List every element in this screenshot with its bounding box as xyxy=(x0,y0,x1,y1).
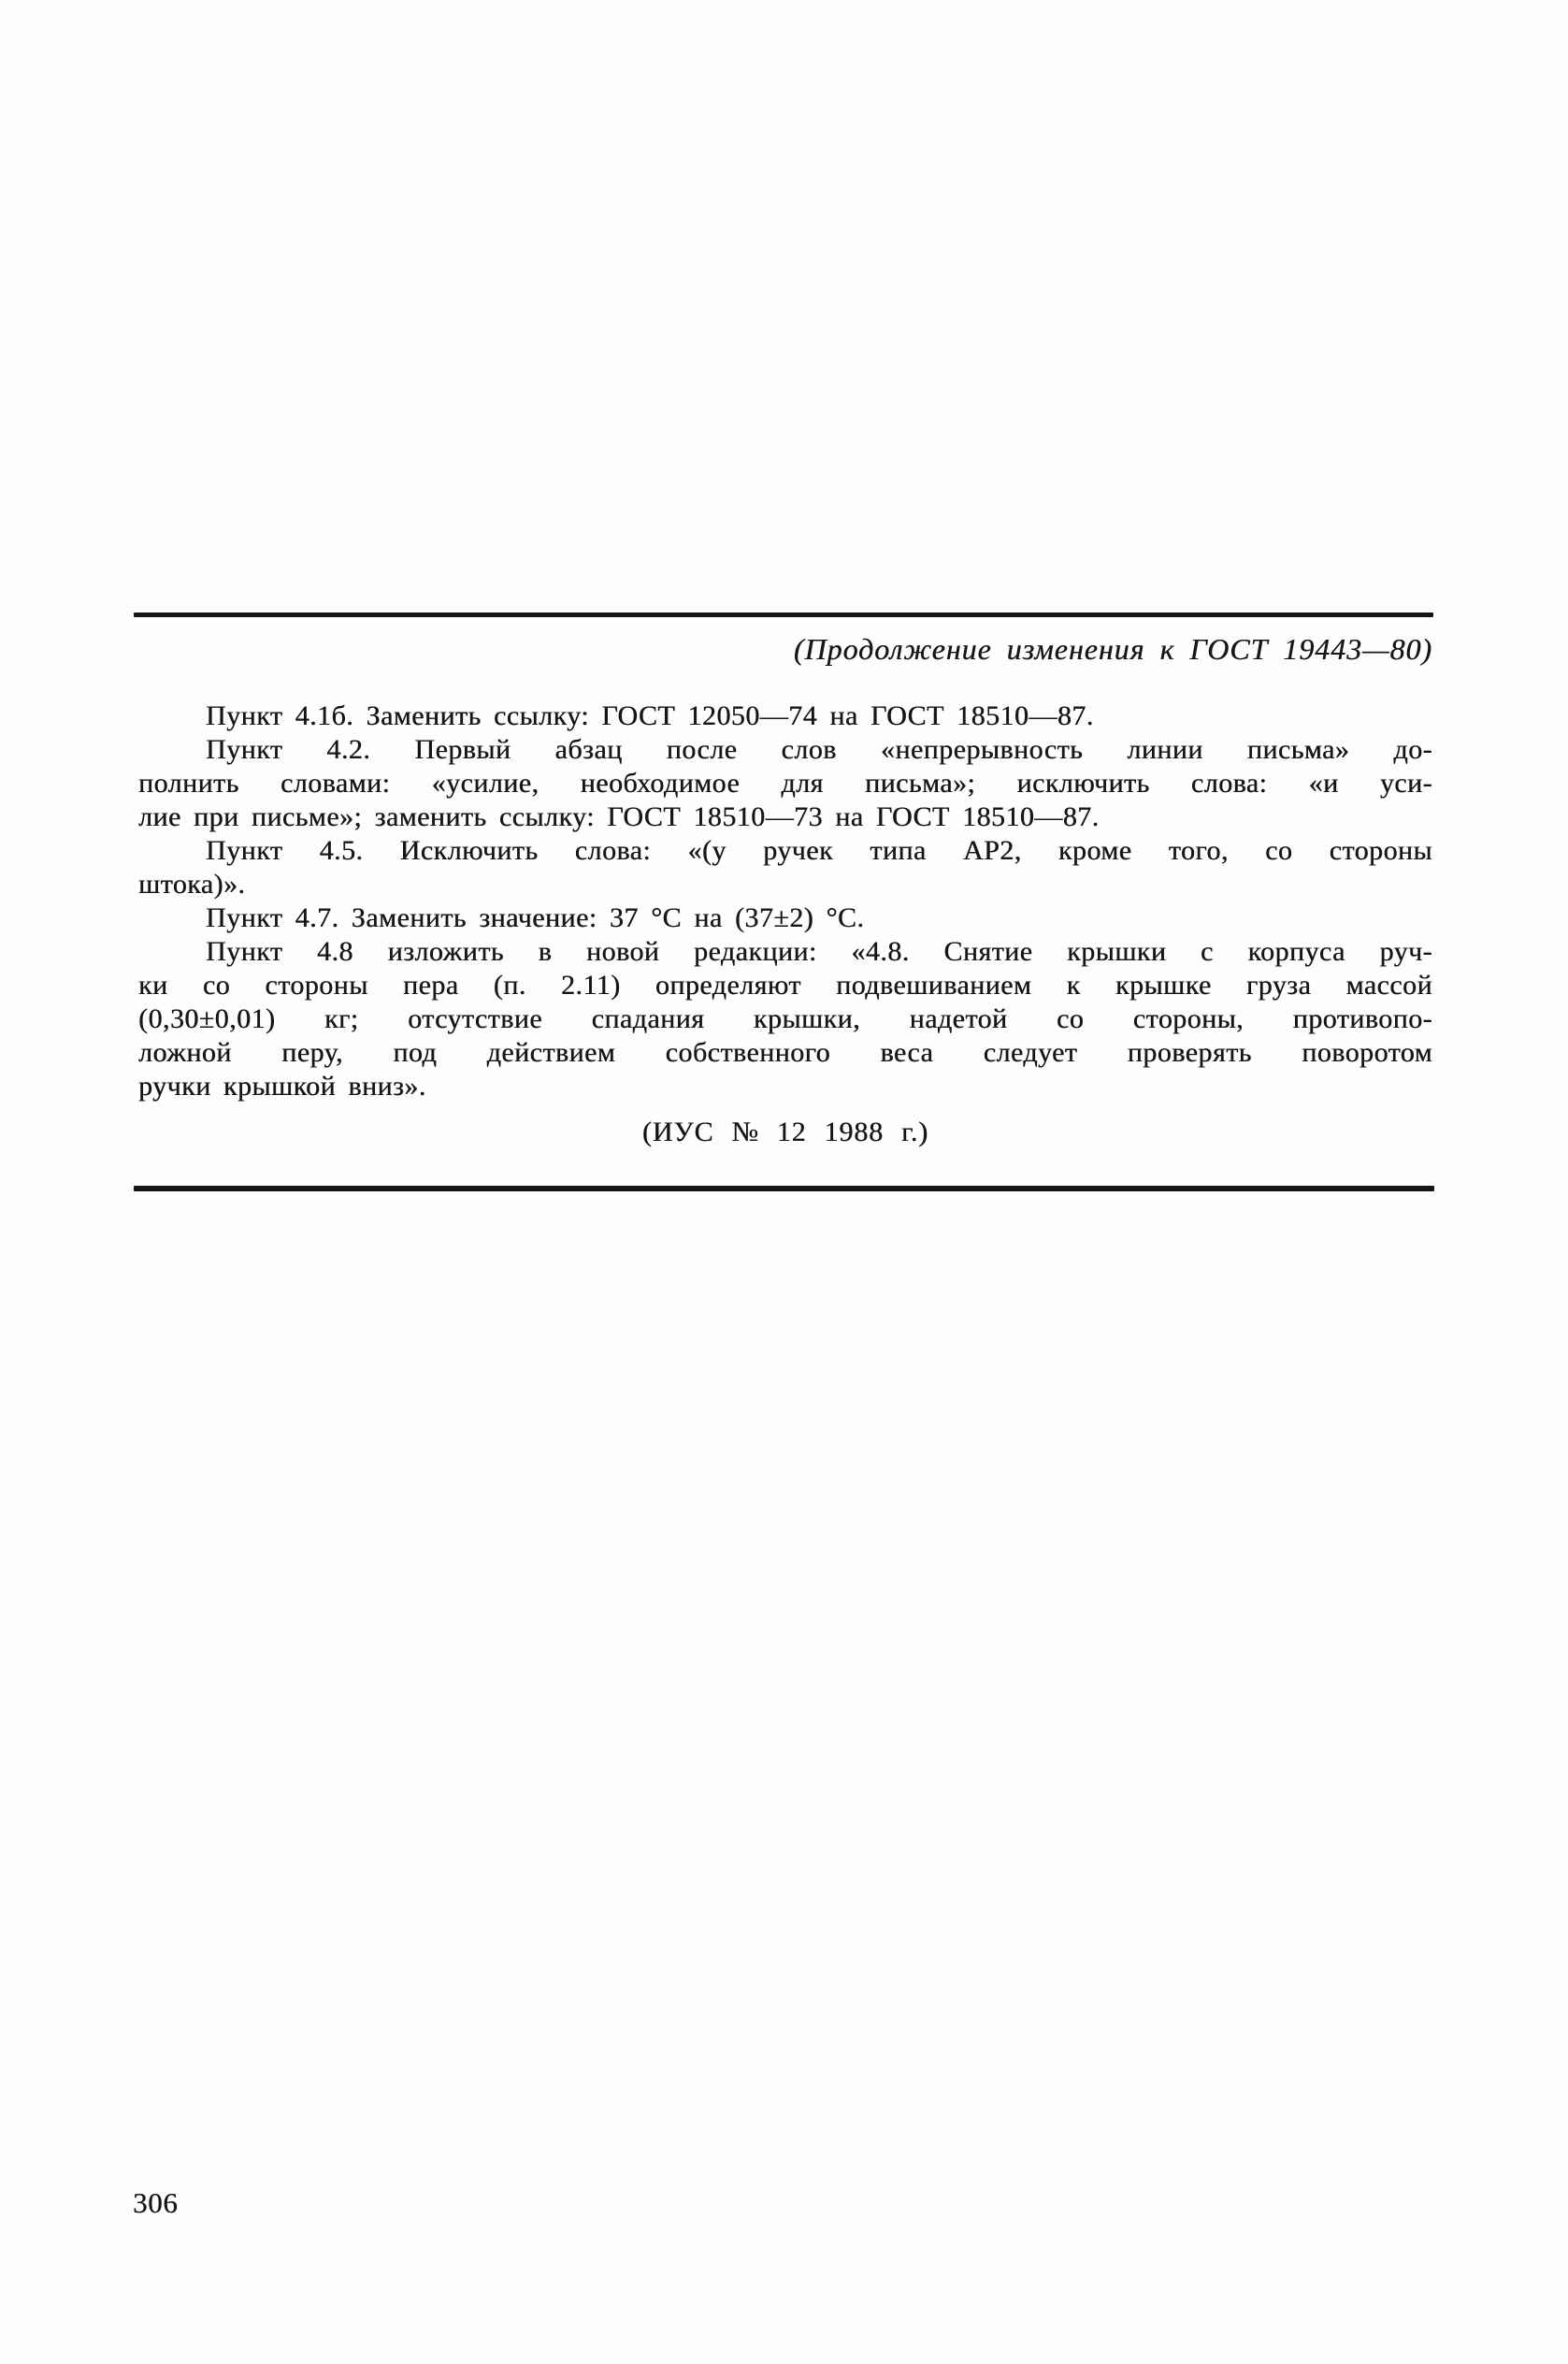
bottom-horizontal-rule xyxy=(134,1186,1434,1191)
text-line: штока)». xyxy=(138,869,246,900)
text-line: лие при письме»; заменить ссылку: ГОСТ 18510—73 на ГОСТ 18510—87. xyxy=(138,801,1100,832)
text-line-point-4-1b: Пункт 4.1б. Заменить ссылку: ГОСТ 12050—74 на ГОСТ 18510—87. xyxy=(206,700,1094,731)
text-line-point-4-7: Пункт 4.7. Заменить значение: 37 °С на (37±2) °С. xyxy=(206,902,865,933)
text-line: ки со стороны пера (п. 2.11) определяют подвешиванием к крышке груза массой xyxy=(138,970,1432,1001)
text-line: ручки крышкой вниз». xyxy=(138,1071,426,1102)
continuation-note: (Продолжение изменения к ГОСТ 19443—80) xyxy=(793,632,1432,666)
text-line-point-4-8: Пункт 4.8 изложить в новой редакции: «4.8. Снятие крышки с корпуса руч- xyxy=(206,936,1432,967)
top-horizontal-rule xyxy=(134,613,1433,617)
text-line-point-4-2: Пункт 4.2. Первый абзац после слов «непрерывность линии письма» до- xyxy=(206,734,1432,765)
text-line: ложной перу, под действием собственного веса следует проверять поворотом xyxy=(138,1037,1432,1068)
text-line: полнить словами: «усилие, необходимое для письма»; исключить слова: «и уси- xyxy=(138,768,1432,799)
page-number: 306 xyxy=(133,2186,179,2219)
text-line: (0,30±0,01) кг; отсутствие спадания крышки, надетой со стороны, противопо- xyxy=(138,1003,1432,1034)
amendment-text-block xyxy=(138,699,1432,1103)
text-line-point-4-5: Пункт 4.5. Исключить слова: «(у ручек типа АР2, кроме того, со стороны xyxy=(206,835,1432,866)
ius-source-note: (ИУС № 12 1988 г.) xyxy=(641,1117,929,1147)
